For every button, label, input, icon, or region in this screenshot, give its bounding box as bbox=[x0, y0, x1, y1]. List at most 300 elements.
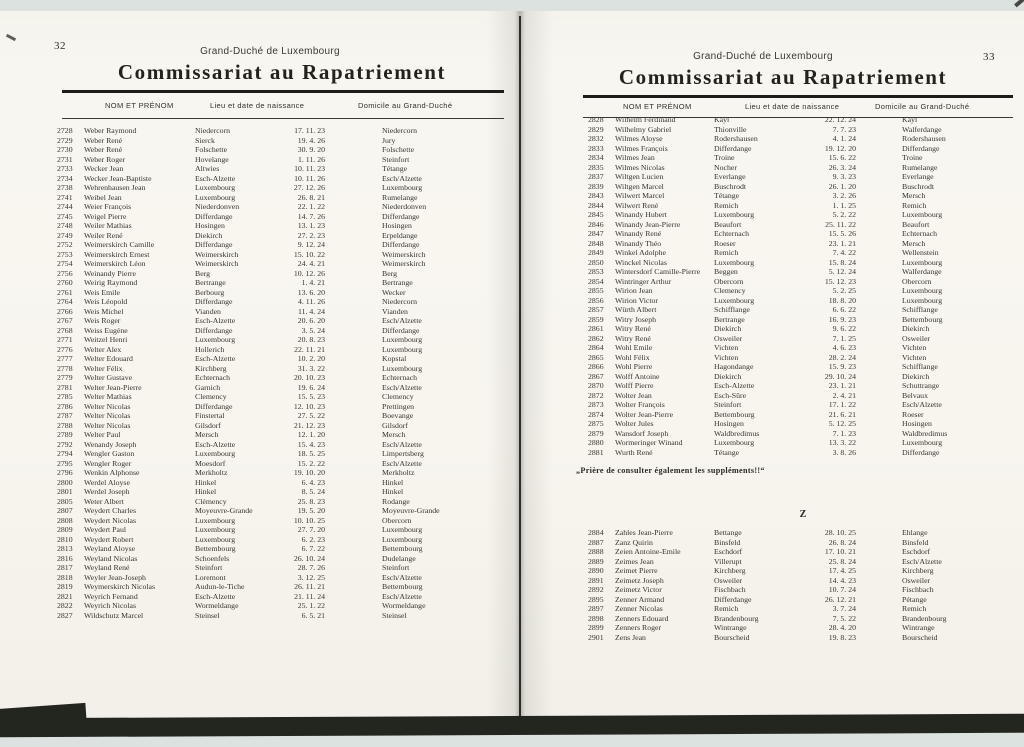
row-domicile: Osweiler bbox=[902, 575, 931, 585]
row-number: 2873 bbox=[588, 400, 604, 409]
table-row bbox=[57, 516, 512, 526]
row-birthplace: Hinkel bbox=[195, 487, 217, 496]
left-title-rule bbox=[62, 90, 504, 93]
row-domicile: Esch/Alzette bbox=[382, 458, 422, 468]
row-domicile: Luxembourg bbox=[902, 257, 943, 267]
row-name: Zahles Jean-Pierre bbox=[615, 528, 673, 537]
page-gutter-line bbox=[519, 16, 521, 716]
row-name: Witry Joseph bbox=[615, 314, 657, 324]
row-name: Zanz Quirin bbox=[615, 537, 653, 547]
table-row bbox=[588, 547, 1018, 557]
row-birthplace: Luxembourg bbox=[195, 192, 236, 202]
row-name: Weibel Jean bbox=[84, 192, 122, 202]
row-birthdate: 15. 10. 22 bbox=[293, 249, 325, 259]
row-domicile: Gilsdorf bbox=[382, 420, 408, 430]
row-name: Weyland René bbox=[84, 563, 130, 572]
table-row bbox=[57, 240, 512, 250]
row-birthplace: Luxembourg bbox=[714, 438, 755, 447]
row-number: 2849 bbox=[588, 248, 604, 257]
row-number: 2731 bbox=[57, 154, 73, 164]
row-name: Weis Léopold bbox=[84, 297, 128, 306]
row-birthplace: Merkholtz bbox=[195, 468, 228, 477]
row-birthplace: Clemency bbox=[195, 392, 227, 401]
row-number: 2771 bbox=[57, 335, 73, 344]
row-domicile: Vichten bbox=[902, 352, 927, 362]
row-name: Wirion Victor bbox=[615, 295, 659, 305]
row-domicile: Rumelange bbox=[902, 162, 938, 172]
row-domicile: Wellenstein bbox=[902, 248, 939, 257]
row-number: 2837 bbox=[588, 172, 604, 181]
row-name: Welter Nicolas bbox=[84, 411, 131, 420]
row-birthplace: Beaufort bbox=[714, 219, 742, 229]
table-row bbox=[57, 183, 512, 193]
table-row bbox=[57, 478, 512, 488]
row-birthdate: 3. 8. 26 bbox=[832, 447, 856, 457]
row-name: Wecker Jean bbox=[84, 164, 124, 173]
row-number: 2897 bbox=[588, 604, 604, 613]
table-row bbox=[57, 440, 512, 450]
row-number: 2822 bbox=[57, 601, 73, 610]
row-name: Wormeringer Winand bbox=[615, 438, 683, 447]
row-domicile: Obercorn bbox=[382, 515, 412, 525]
row-number: 2785 bbox=[57, 392, 73, 401]
row-domicile: Binsfeld bbox=[902, 537, 929, 547]
row-name: Weinandy Pierre bbox=[84, 268, 136, 278]
row-birthdate: 28. 4. 20 bbox=[828, 623, 856, 632]
row-domicile: Clemency bbox=[382, 392, 414, 401]
row-name: Winkel Adolphe bbox=[615, 248, 667, 257]
row-domicile: Luxembourg bbox=[382, 183, 423, 192]
row-name: Wengler Gaston bbox=[84, 449, 135, 458]
row-number: 2835 bbox=[588, 162, 604, 172]
row-birthdate: 15. 8. 24 bbox=[828, 257, 856, 267]
table-row bbox=[588, 557, 1018, 567]
row-birthplace: Esch-Alzette bbox=[195, 316, 236, 325]
row-birthplace: Differdange bbox=[714, 143, 752, 153]
row-number: 2789 bbox=[57, 430, 73, 439]
table-row bbox=[588, 633, 1018, 643]
row-name: Weydert Nicolas bbox=[84, 515, 136, 525]
row-number: 2761 bbox=[57, 287, 73, 297]
row-name: Wirion Jean bbox=[615, 286, 653, 295]
row-name: Wehrenhausen Jean bbox=[84, 183, 146, 192]
row-number: 2892 bbox=[588, 585, 604, 594]
row-birthplace: Fischbach bbox=[714, 585, 746, 594]
row-name: Weiss Eugène bbox=[84, 325, 128, 335]
row-number: 2850 bbox=[588, 257, 604, 267]
row-domicile: Beaufort bbox=[902, 219, 930, 229]
left-column-header-domicile: Domicile au Grand-Duché bbox=[358, 101, 453, 110]
row-birthdate: 3. 7. 24 bbox=[832, 604, 856, 613]
row-name: Wilmes François bbox=[615, 143, 668, 153]
table-row bbox=[57, 611, 512, 621]
table-row bbox=[57, 269, 512, 279]
row-number: 2895 bbox=[588, 594, 604, 604]
row-name: Weiler Mathias bbox=[84, 221, 132, 230]
scan-artifact-top-right bbox=[1014, 0, 1024, 7]
row-birthdate: 26. 3. 24 bbox=[828, 162, 856, 172]
row-domicile: Luxembourg bbox=[382, 525, 423, 534]
row-number: 2733 bbox=[57, 164, 73, 173]
row-birthplace: Troine bbox=[714, 153, 735, 162]
row-birthplace: Esch-Alzette bbox=[195, 173, 236, 183]
row-domicile: Osweiler bbox=[902, 333, 931, 343]
row-domicile: Berg bbox=[382, 268, 398, 278]
row-number: 2864 bbox=[588, 343, 604, 352]
row-domicile: Wintrange bbox=[902, 623, 935, 632]
row-number: 2821 bbox=[57, 591, 73, 601]
row-birthplace: Remich bbox=[714, 248, 739, 257]
table-row bbox=[57, 535, 512, 545]
row-name: Zeimes Jean bbox=[615, 556, 654, 566]
table-row bbox=[588, 115, 1018, 125]
row-birthdate: 15. 9. 23 bbox=[828, 362, 856, 371]
table-row bbox=[588, 400, 1018, 410]
row-name: Wengler Roger bbox=[84, 458, 132, 468]
row-birthdate: 27. 12. 26 bbox=[293, 183, 325, 192]
row-name: Wenkin Alphonse bbox=[84, 468, 140, 477]
table-row bbox=[588, 438, 1018, 448]
table-row bbox=[588, 172, 1018, 182]
row-domicile: Luxembourg bbox=[902, 438, 943, 447]
row-birthdate: 4. 1. 24 bbox=[832, 134, 856, 143]
row-number: 2816 bbox=[57, 553, 73, 563]
row-birthplace: Steinsel bbox=[195, 610, 220, 620]
table-row bbox=[588, 448, 1018, 458]
row-domicile: Luxembourg bbox=[382, 363, 423, 373]
left-column-header-birth: Lieu et date de naissance bbox=[210, 101, 305, 110]
row-number: 2872 bbox=[588, 390, 604, 400]
row-birthdate: 17. 10. 21 bbox=[824, 547, 856, 556]
row-birthdate: 18. 5. 25 bbox=[297, 449, 325, 458]
row-birthplace: Hovelange bbox=[195, 154, 229, 164]
left-page-title: Commissariat au Rapatriement bbox=[117, 60, 447, 84]
row-number: 2846 bbox=[588, 219, 604, 229]
table-row bbox=[588, 267, 1018, 277]
row-domicile: Brandenbourg bbox=[902, 613, 947, 623]
row-number: 2745 bbox=[57, 211, 73, 221]
row-birthdate: 15. 12. 23 bbox=[824, 276, 856, 286]
row-birthdate: 5. 12. 25 bbox=[828, 419, 856, 428]
row-domicile: Remich bbox=[902, 200, 927, 210]
row-number: 2786 bbox=[57, 401, 73, 411]
row-domicile: Walferdange bbox=[902, 267, 942, 276]
row-birthplace: Niedercorn bbox=[195, 126, 231, 135]
row-number: 2748 bbox=[57, 221, 73, 230]
row-birthdate: 9. 12. 24 bbox=[297, 240, 325, 249]
row-domicile: Mersch bbox=[382, 430, 406, 439]
row-domicile: Vichten bbox=[902, 343, 927, 352]
table-row bbox=[57, 297, 512, 307]
row-birthdate: 15. 2. 22 bbox=[297, 458, 325, 468]
row-birthplace: Luxembourg bbox=[195, 515, 236, 525]
table-row bbox=[57, 554, 512, 564]
row-birthplace: Tétange bbox=[714, 191, 740, 200]
table-row bbox=[57, 430, 512, 440]
row-name: Wohl Félix bbox=[615, 352, 650, 362]
row-birthdate: 5. 12. 24 bbox=[828, 267, 856, 276]
row-name: Zenner Armand bbox=[615, 594, 665, 604]
row-number: 2808 bbox=[57, 515, 73, 525]
row-birthdate: 25. 8. 24 bbox=[828, 556, 856, 566]
row-domicile: Bettembourg bbox=[382, 582, 423, 591]
row-birthplace: Obercorn bbox=[714, 276, 744, 286]
table-row bbox=[57, 468, 512, 478]
row-domicile: Prettingen bbox=[382, 401, 415, 411]
row-domicile: Differdange bbox=[382, 325, 420, 335]
row-birthplace: Luxembourg bbox=[714, 295, 755, 305]
row-number: 2845 bbox=[588, 210, 604, 219]
row-domicile: Boevange bbox=[382, 411, 414, 420]
table-row bbox=[57, 373, 512, 383]
row-number: 2756 bbox=[57, 268, 73, 278]
row-domicile: Schifflange bbox=[902, 362, 938, 371]
row-name: Weydert Paul bbox=[84, 525, 127, 534]
table-row bbox=[588, 125, 1018, 135]
row-number: 2752 bbox=[57, 240, 73, 249]
row-number: 2833 bbox=[588, 143, 604, 153]
row-birthdate: 30. 9. 20 bbox=[297, 145, 325, 154]
row-number: 2760 bbox=[57, 278, 73, 287]
row-number: 2729 bbox=[57, 135, 73, 145]
row-birthdate: 14. 7. 26 bbox=[297, 211, 325, 221]
row-domicile: Schuttrange bbox=[902, 381, 940, 390]
row-domicile: Luxembourg bbox=[902, 295, 943, 305]
row-number: 2866 bbox=[588, 362, 604, 371]
row-number: 2741 bbox=[57, 192, 73, 202]
table-row bbox=[588, 134, 1018, 144]
row-birthplace: Diekirch bbox=[714, 324, 742, 333]
row-birthdate: 13. 3. 22 bbox=[828, 438, 856, 447]
row-birthplace: Kirchberg bbox=[195, 363, 227, 373]
row-name: Wolter Jules bbox=[615, 419, 654, 428]
row-name: Winckel Nicolas bbox=[615, 257, 667, 267]
row-birthplace: Diekirch bbox=[714, 371, 742, 381]
row-birthplace: Villerupt bbox=[714, 556, 742, 566]
row-birthdate: 6. 2. 23 bbox=[301, 534, 325, 544]
row-birthplace: Bettembourg bbox=[195, 544, 236, 553]
row-domicile: Pétange bbox=[902, 594, 927, 604]
row-birthdate: 15. 6. 22 bbox=[828, 153, 856, 162]
row-birthdate: 19. 6. 24 bbox=[297, 382, 325, 392]
row-birthdate: 10. 11. 23 bbox=[294, 164, 325, 173]
row-birthdate: 19. 12. 20 bbox=[824, 143, 856, 153]
row-domicile: Roeser bbox=[902, 409, 924, 419]
row-birthdate: 5. 2. 22 bbox=[832, 210, 856, 219]
row-name: Wiltgen Lucien bbox=[615, 172, 664, 181]
row-birthdate: 20. 6. 20 bbox=[297, 316, 325, 325]
row-name: Weyrich Nicolas bbox=[84, 601, 136, 610]
row-number: 2870 bbox=[588, 381, 604, 390]
row-name: Zeimetz Victor bbox=[615, 585, 662, 594]
row-domicile: Bettembourg bbox=[382, 544, 423, 553]
table-row bbox=[57, 459, 512, 469]
row-number: 2796 bbox=[57, 468, 73, 477]
row-name: Weimerskirch Léon bbox=[84, 259, 146, 268]
row-birthplace: Moyeuvre-Grande bbox=[195, 506, 253, 515]
row-birthplace: Differdange bbox=[714, 594, 752, 604]
row-birthplace: Osweiler bbox=[714, 575, 743, 585]
row-birthplace: Esch-Alzette bbox=[714, 381, 755, 390]
row-domicile: Weimerskirch bbox=[382, 259, 426, 268]
row-number: 2776 bbox=[57, 344, 73, 354]
table-row bbox=[588, 381, 1018, 391]
row-birthdate: 7. 4. 22 bbox=[832, 248, 856, 257]
row-name: Zenners Edouard bbox=[615, 613, 669, 623]
right-column-header-birth: Lieu et date de naissance bbox=[745, 102, 840, 111]
row-birthplace: Vichten bbox=[714, 343, 739, 352]
row-birthdate: 10. 12. 26 bbox=[293, 268, 325, 278]
row-birthplace: Mersch bbox=[195, 430, 219, 439]
row-name: Winandy René bbox=[615, 229, 662, 238]
row-number: 2829 bbox=[588, 124, 604, 134]
row-name: Weyland Aloyse bbox=[84, 544, 136, 553]
row-birthdate: 26. 8. 21 bbox=[297, 192, 325, 202]
row-name: Zens Jean bbox=[615, 632, 646, 642]
table-row bbox=[588, 163, 1018, 173]
row-domicile: Bourscheid bbox=[902, 632, 938, 642]
table-row bbox=[57, 278, 512, 288]
row-number: 2728 bbox=[57, 126, 73, 135]
row-birthdate: 21. 6. 21 bbox=[828, 409, 856, 419]
right-page-number: 33 bbox=[983, 51, 995, 63]
row-birthdate: 28. 2. 24 bbox=[828, 352, 856, 362]
row-number: 2754 bbox=[57, 259, 73, 268]
row-name: Weis Michel bbox=[84, 306, 124, 316]
row-birthdate: 9. 3. 23 bbox=[832, 172, 856, 181]
row-domicile: Merkholtz bbox=[382, 468, 415, 477]
table-row bbox=[588, 623, 1018, 633]
row-domicile: Rodershausen bbox=[902, 134, 946, 143]
table-row bbox=[57, 525, 512, 535]
row-number: 2801 bbox=[57, 487, 73, 496]
table-row bbox=[57, 354, 512, 364]
row-domicile: Luxembourg bbox=[382, 335, 423, 344]
table-row bbox=[57, 212, 512, 222]
row-birthplace: Steinfort bbox=[195, 563, 223, 572]
table-row bbox=[57, 449, 512, 459]
row-birthplace: Luxembourg bbox=[714, 257, 755, 267]
table-row bbox=[588, 201, 1018, 211]
row-domicile: Niedercorn bbox=[382, 126, 418, 135]
right-page bbox=[523, 11, 1024, 721]
table-row bbox=[588, 324, 1018, 334]
row-name: Werdel Aloyse bbox=[84, 477, 130, 487]
row-number: 2844 bbox=[588, 200, 604, 210]
row-name: Weyland Nicolas bbox=[84, 553, 138, 563]
row-name: Weymerskirch Nicolas bbox=[84, 582, 156, 591]
row-name: Welter Paul bbox=[84, 430, 121, 439]
table-row bbox=[588, 429, 1018, 439]
table-row bbox=[57, 421, 512, 431]
row-birthplace: Kirchberg bbox=[714, 566, 746, 575]
row-birthdate: 6. 7. 22 bbox=[301, 544, 325, 553]
row-number: 2818 bbox=[57, 572, 73, 582]
row-number: 2744 bbox=[57, 202, 73, 211]
row-name: Wolter François bbox=[615, 400, 665, 409]
row-birthplace: Rodershausen bbox=[714, 134, 758, 143]
table-row bbox=[588, 144, 1018, 154]
row-name: Weiler René bbox=[84, 230, 123, 240]
row-number: 2810 bbox=[57, 534, 73, 544]
table-row bbox=[588, 296, 1018, 306]
row-domicile: Walferdange bbox=[902, 124, 942, 134]
row-name: Welter Nicolas bbox=[84, 420, 131, 430]
row-domicile: Weimerskirch bbox=[382, 249, 426, 259]
row-birthplace: Esch-Alzette bbox=[195, 439, 236, 449]
row-birthdate: 7. 1. 23 bbox=[832, 428, 856, 438]
row-name: Wintersdorf Camille-Pierre bbox=[615, 267, 701, 276]
row-number: 2817 bbox=[57, 563, 73, 572]
row-birthdate: 6. 6. 22 bbox=[832, 305, 856, 314]
row-name: Weimerskirch Ernest bbox=[84, 249, 150, 259]
row-domicile: Esch/Alzette bbox=[382, 316, 422, 325]
row-birthdate: 2. 4. 21 bbox=[832, 390, 856, 400]
row-birthdate: 16. 9. 23 bbox=[828, 314, 856, 324]
row-birthplace: Differdange bbox=[195, 240, 233, 249]
row-birthdate: 19. 10. 20 bbox=[293, 468, 325, 477]
table-row bbox=[588, 239, 1018, 249]
row-number: 2854 bbox=[588, 276, 604, 286]
table-row bbox=[57, 345, 512, 355]
row-birthdate: 7. 1. 25 bbox=[832, 333, 856, 343]
row-number: 2827 bbox=[57, 610, 73, 620]
row-birthplace: Luxembourg bbox=[195, 534, 236, 544]
row-birthplace: Luxembourg bbox=[195, 525, 236, 534]
row-birthdate: 3. 12. 25 bbox=[297, 572, 325, 582]
row-birthdate: 7. 5. 22 bbox=[832, 613, 856, 623]
row-birthplace: Steinfort bbox=[714, 400, 742, 409]
row-birthplace: Hollerich bbox=[195, 344, 225, 354]
row-domicile: Hinkel bbox=[382, 487, 404, 496]
row-birthdate: 4. 11. 26 bbox=[298, 297, 325, 306]
row-domicile: Kayl bbox=[902, 115, 918, 124]
table-row bbox=[57, 563, 512, 573]
table-row bbox=[588, 595, 1018, 605]
table-row bbox=[57, 497, 512, 507]
row-name: Weyrich Fernand bbox=[84, 591, 138, 601]
table-row bbox=[57, 250, 512, 260]
row-birthplace: Differdange bbox=[195, 211, 233, 221]
row-number: 2899 bbox=[588, 623, 604, 632]
row-name: Zeimetz Joseph bbox=[615, 575, 664, 585]
row-birthplace: Weimerskirch bbox=[195, 259, 239, 268]
row-domicile: Esch/Alzette bbox=[902, 400, 942, 409]
row-birthplace: Waldbredimus bbox=[714, 428, 760, 438]
row-domicile: Hosingen bbox=[382, 221, 412, 230]
row-birthplace: Hagondange bbox=[714, 362, 754, 371]
row-name: Wolter Jean bbox=[615, 390, 652, 400]
row-number: 2853 bbox=[588, 267, 604, 276]
row-birthdate: 24. 4. 21 bbox=[297, 259, 325, 268]
row-birthplace: Hosingen bbox=[195, 221, 225, 230]
table-row bbox=[588, 372, 1018, 382]
table-row bbox=[57, 174, 512, 184]
table-row bbox=[588, 210, 1018, 220]
table-row bbox=[57, 307, 512, 317]
right-registry-table bbox=[588, 115, 1018, 457]
row-name: Wintringer Arthur bbox=[615, 276, 672, 286]
row-birthdate: 10. 2. 20 bbox=[297, 354, 325, 363]
row-birthplace: Weimerskirch bbox=[195, 249, 239, 259]
row-number: 2764 bbox=[57, 297, 73, 306]
row-birthplace: Sierck bbox=[195, 135, 215, 145]
table-row bbox=[588, 576, 1018, 586]
row-domicile: Niederdonven bbox=[382, 202, 427, 211]
table-row bbox=[57, 326, 512, 336]
row-name: Wilwert René bbox=[615, 200, 659, 210]
row-birthplace: Audun-le-Tiche bbox=[195, 582, 245, 591]
